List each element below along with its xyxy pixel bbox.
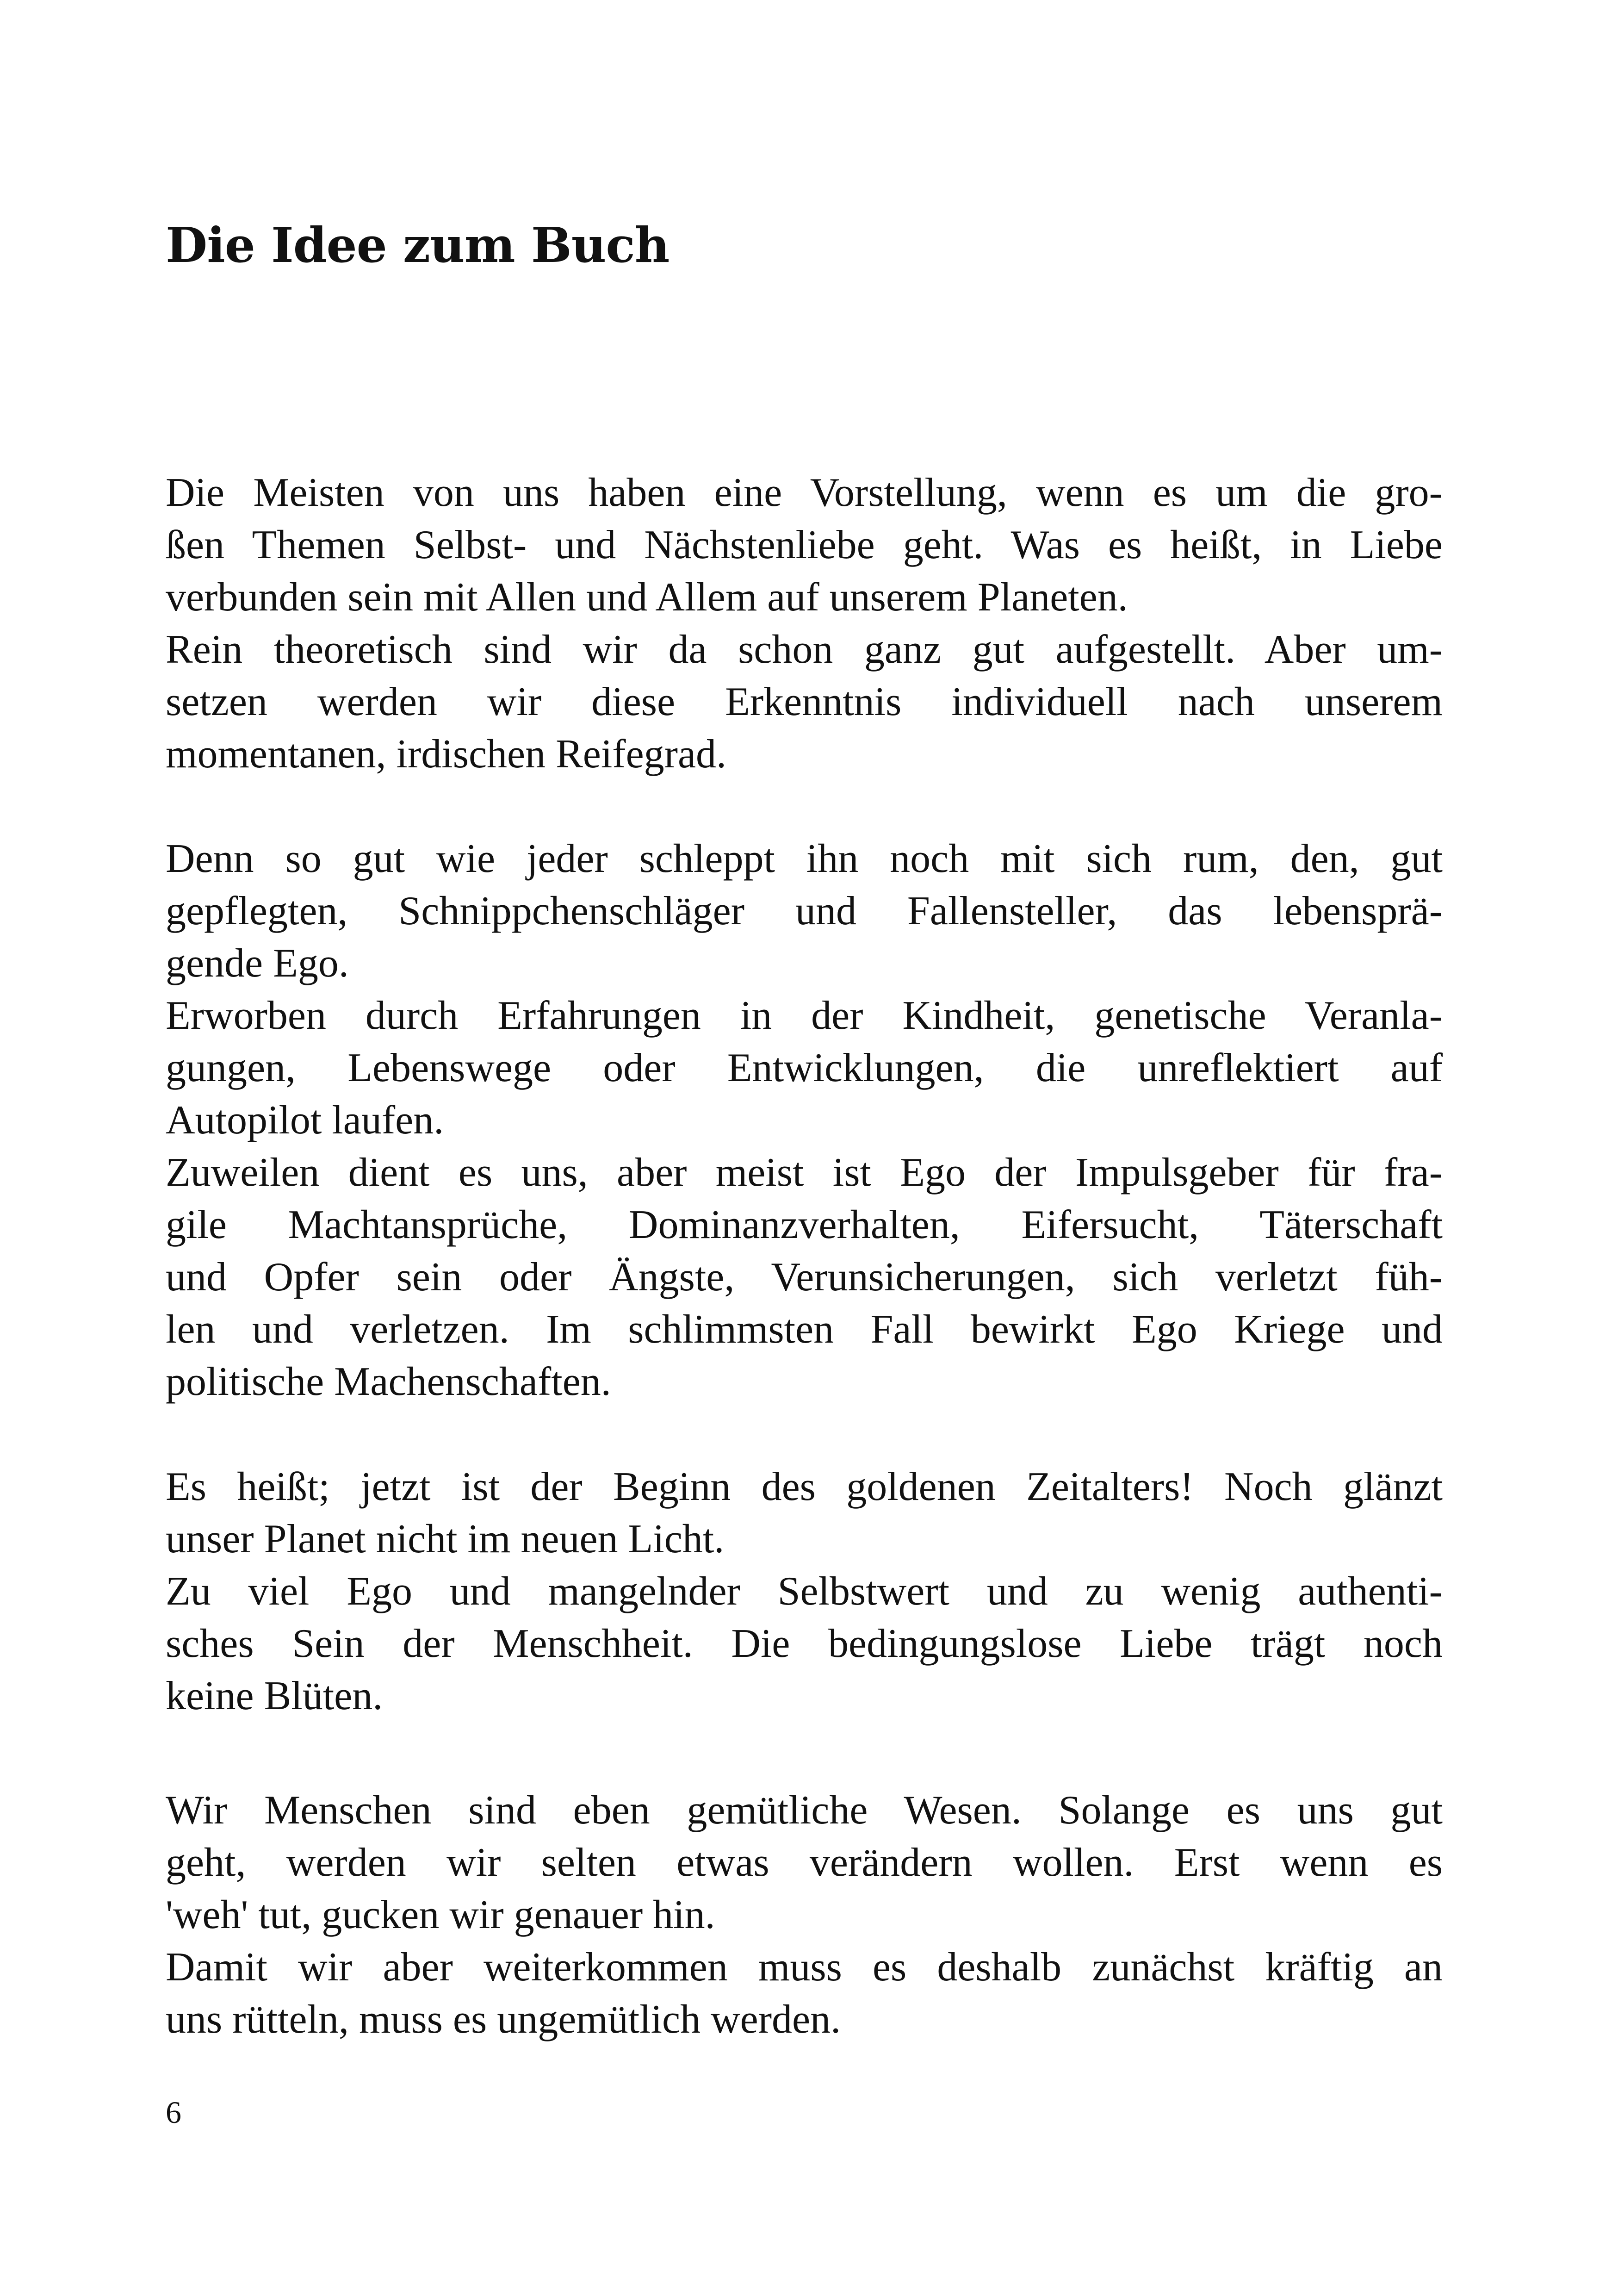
text-line: keine Blüten. <box>166 1674 383 1718</box>
text-line: Zu viel Ego und mangelnder Selbstwert und zu wenig authenti- <box>166 1569 1443 1614</box>
text-line: Zuweilen dient es uns, aber meist ist Ego der Impulsgeber für fra- <box>166 1150 1443 1195</box>
chapter-title: Die Idee zum Buch <box>166 217 670 274</box>
text-line: und Opfer sein oder Ängste, Verunsicherungen, sich verletzt füh- <box>166 1255 1443 1300</box>
text-line: momentanen, irdischen Reifegrad. <box>166 732 727 777</box>
paragraph-1 <box>166 467 1443 780</box>
text-line: gile Machtansprüche, Dominanzverhalten, Eifersucht, Täterschaft <box>166 1202 1443 1247</box>
text-line: 'weh' tut, gucken wir genauer hin. <box>166 1892 715 1937</box>
text-line: Rein theoretisch sind wir da schon ganz gut aufgestellt. Aber um- <box>166 627 1443 672</box>
paragraph-3 <box>166 1461 1443 1722</box>
text-line: Erworben durch Erfahrungen in der Kindheit, genetische Veranla- <box>166 993 1443 1038</box>
text-line: Die Meisten von uns haben eine Vorstellung, wenn es um die gro- <box>166 470 1443 515</box>
text-line: Es heißt; jetzt ist der Beginn des goldenen Zeitalters! Noch glänzt <box>166 1464 1443 1509</box>
text-line: politische Machenschaften. <box>166 1359 611 1404</box>
text-line: unser Planet nicht im neuen Licht. <box>166 1517 725 1562</box>
text-line: len und verletzen. Im schlimmsten Fall bewirkt Ego Kriege und <box>166 1307 1443 1352</box>
text-line: Autopilot laufen. <box>166 1098 444 1143</box>
text-line: Denn so gut wie jeder schleppt ihn noch mit sich rum, den, gut <box>166 836 1443 881</box>
text-line: gungen, Lebenswege oder Entwicklungen, die unreflektiert auf <box>166 1045 1443 1090</box>
text-line: gepflegten, Schnippchenschläger und Fallensteller, das lebensprä- <box>166 889 1443 933</box>
paragraph-2 <box>166 833 1443 1408</box>
text-line: gende Ego. <box>166 941 349 986</box>
text-line: uns rütteln, muss es ungemütlich werden. <box>166 1997 841 2042</box>
text-line: geht, werden wir selten etwas verändern wollen. Erst wenn es <box>166 1840 1443 1885</box>
text-line: Damit wir aber weiterkommen muss es deshalb zunächst kräftig an <box>166 1945 1443 1990</box>
page-number: 6 <box>166 2095 181 2130</box>
paragraph-4 <box>166 1784 1443 2046</box>
text-line: ßen Themen Selbst- und Nächstenliebe geht. Was es heißt, in Liebe <box>166 523 1443 567</box>
text-line: verbunden sein mit Allen und Allem auf unserem Planeten. <box>166 575 1128 620</box>
text-line: setzen werden wir diese Erkenntnis individuell nach unserem <box>166 679 1443 724</box>
text-line: Wir Menschen sind eben gemütliche Wesen. Solange es uns gut <box>166 1788 1443 1833</box>
text-line: sches Sein der Menschheit. Die bedingungslose Liebe trägt noch <box>166 1621 1443 1666</box>
